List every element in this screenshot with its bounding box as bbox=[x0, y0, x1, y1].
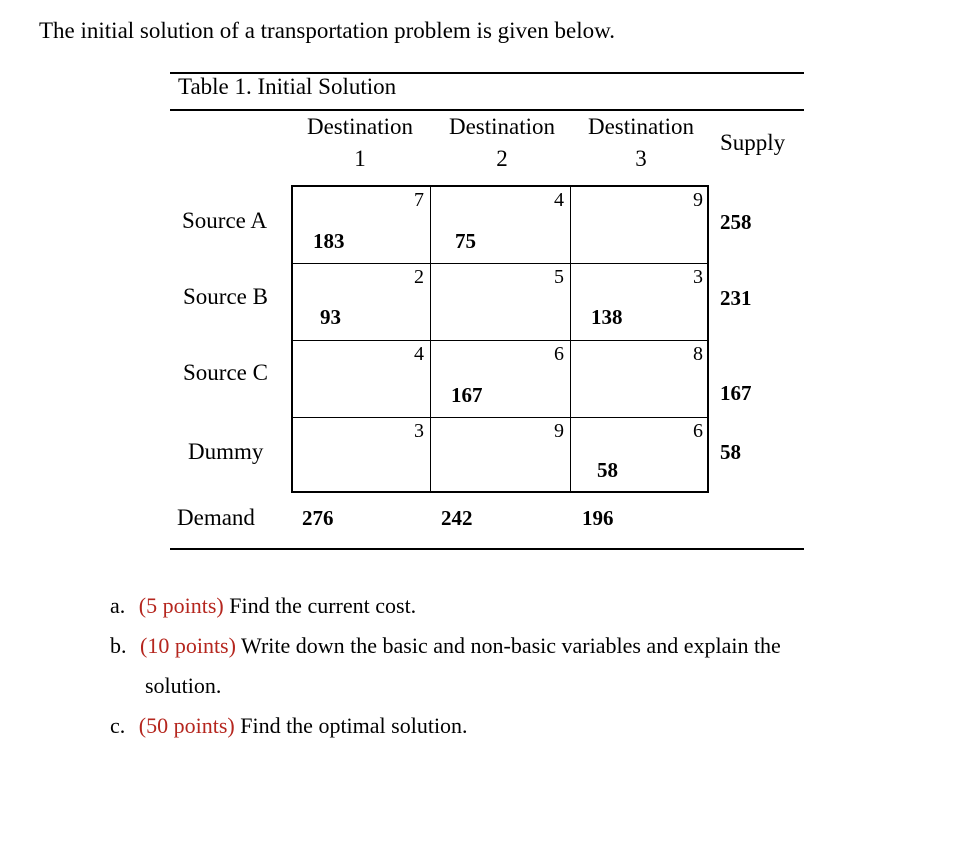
destination-number: 2 bbox=[496, 146, 508, 171]
cell-cost: 6 bbox=[554, 343, 564, 365]
demand-label: Demand bbox=[177, 505, 255, 530]
cell-c-1 bbox=[293, 341, 431, 418]
destination-word: Destination bbox=[306, 114, 414, 139]
row-label-source-b: Source B bbox=[183, 284, 268, 309]
cell-cost: 4 bbox=[554, 189, 564, 211]
destination-word: Destination bbox=[587, 114, 695, 139]
supply-value-source-a: 258 bbox=[720, 210, 752, 234]
destination-header-3 bbox=[581, 111, 701, 175]
cell-allocation: 93 bbox=[320, 305, 341, 329]
row-label-source-a: Source A bbox=[182, 208, 267, 233]
supply-value-source-c: 167 bbox=[720, 381, 752, 405]
destination-number: 1 bbox=[354, 146, 366, 171]
question-marker: c. bbox=[110, 713, 126, 738]
cell-c-3 bbox=[571, 341, 709, 418]
demand-value-2: 242 bbox=[441, 506, 473, 530]
row-label-source-c: Source C bbox=[183, 360, 268, 385]
question-marker: a. bbox=[110, 593, 126, 618]
cell-allocation: 183 bbox=[313, 229, 345, 253]
cell-allocation: 58 bbox=[597, 458, 618, 482]
intro-text: The initial solution of a transportation problem is given below. bbox=[39, 18, 615, 43]
question-c bbox=[110, 713, 468, 739]
question-points: (50 points) bbox=[138, 713, 235, 738]
question-text: Find the optimal solution. bbox=[234, 713, 468, 738]
cell-c-2 bbox=[431, 341, 571, 418]
destination-word: Destination bbox=[448, 114, 556, 139]
cell-dummy-1 bbox=[293, 418, 431, 493]
supply-value-dummy: 58 bbox=[720, 440, 741, 464]
cell-cost: 9 bbox=[693, 189, 703, 211]
cell-a-2 bbox=[431, 187, 571, 264]
table-caption: Table 1. Initial Solution bbox=[178, 74, 397, 99]
cell-cost: 9 bbox=[554, 420, 564, 442]
question-marker: b. bbox=[110, 633, 127, 658]
cell-a-1 bbox=[293, 187, 431, 264]
cost-allocation-grid bbox=[291, 185, 709, 493]
question-b-continuation: solution. bbox=[145, 673, 222, 698]
cell-cost: 7 bbox=[414, 189, 424, 211]
destination-number: 3 bbox=[635, 146, 647, 171]
destination-header-2 bbox=[442, 111, 562, 175]
question-text: Write down the basic and non-basic variables and explain the bbox=[235, 633, 781, 658]
cell-dummy-2 bbox=[431, 418, 571, 493]
cell-a-3 bbox=[571, 187, 709, 264]
supply-header: Supply bbox=[720, 130, 786, 155]
cell-allocation: 167 bbox=[451, 383, 483, 407]
cell-cost: 6 bbox=[693, 420, 703, 442]
cell-cost: 3 bbox=[693, 266, 703, 288]
question-text: Find the current cost. bbox=[223, 593, 417, 618]
cell-dummy-3 bbox=[571, 418, 709, 493]
cell-allocation: 138 bbox=[591, 305, 623, 329]
cell-b-1 bbox=[293, 264, 431, 341]
question-points: (5 points) bbox=[138, 593, 224, 618]
cell-b-2 bbox=[431, 264, 571, 341]
cell-allocation: 75 bbox=[455, 229, 476, 253]
question-a bbox=[110, 593, 416, 619]
cell-b-3 bbox=[571, 264, 709, 341]
row-label-dummy: Dummy bbox=[188, 439, 264, 464]
cell-cost: 3 bbox=[414, 420, 424, 442]
demand-value-1: 276 bbox=[302, 506, 334, 530]
cell-cost: 2 bbox=[414, 266, 424, 288]
question-points: (10 points) bbox=[140, 633, 236, 658]
demand-value-3: 196 bbox=[582, 506, 614, 530]
table-bottom-rule bbox=[170, 548, 804, 550]
cell-cost: 8 bbox=[693, 343, 703, 365]
cell-cost: 5 bbox=[554, 266, 564, 288]
cell-cost: 4 bbox=[414, 343, 424, 365]
question-b bbox=[110, 633, 781, 659]
supply-value-source-b: 231 bbox=[720, 286, 752, 310]
destination-header-1 bbox=[300, 111, 420, 175]
